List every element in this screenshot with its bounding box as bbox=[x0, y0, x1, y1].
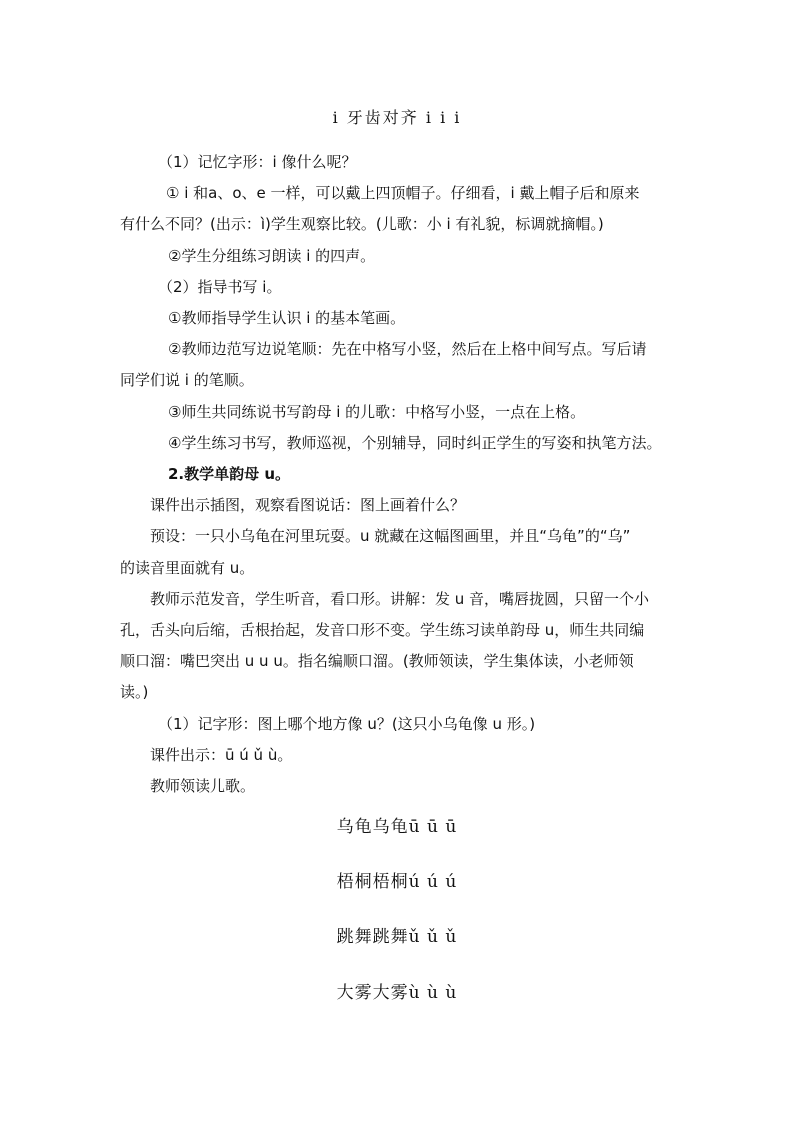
section3-heading: 2.教学单韵母 u。 bbox=[168, 465, 291, 483]
section2-item4: ④学生练习书写，教师巡视，个别辅导，同时纠正学生的写姿和执笔方法。 bbox=[168, 434, 662, 452]
section3-paragraph3-line2: 孔，舌头向后缩，舌根抬起，发音口形不变。学生练习读单韵母 u，师生共同编 bbox=[120, 621, 645, 639]
page-title: i 牙齿对齐 i i i bbox=[332, 108, 462, 127]
section3-paragraph4: （1）记字形：图上哪个地方像 u？(这只小乌龟像 u 形。) bbox=[158, 715, 536, 733]
poem-line: 梧桐梧桐ú ú ú bbox=[336, 872, 458, 892]
poem-line: 大雾大雾ù ù ù bbox=[336, 983, 458, 1003]
section2-item3: ③师生共同练说书写韵母 i 的儿歌：中格写小竖，一点在上格。 bbox=[168, 403, 586, 421]
section2-item2-line1: ②教师边范写边说笔顺：先在中格写小竖，然后在上格中间写点。写后请 bbox=[168, 340, 647, 358]
section2-heading: （2）指导书写 i。 bbox=[158, 278, 282, 296]
section3-paragraph6: 教师领读儿歌。 bbox=[150, 777, 256, 795]
section2-item1: ①教师指导学生认识 i 的基本笔画。 bbox=[168, 309, 406, 327]
section1-item1-line2: 有什么不同？(出示：ì)学生观察比较。(儿歌：小 i 有礼貌，标调就摘帽。) bbox=[120, 215, 604, 233]
section3-paragraph1: 课件出示插图，观察看图说话：图上画着什么？ bbox=[150, 496, 466, 514]
section3-paragraph2-line2: 的读音里面就有 u。 bbox=[120, 559, 255, 577]
section3-paragraph3-line3: 顺口溜：嘴巴突出 u u u。指名编顺口溜。(教师领读，学生集体读，小老师领 bbox=[120, 652, 634, 670]
section3-paragraph3-line4: 读。) bbox=[120, 683, 149, 701]
poem-line: 跳舞跳舞ǔ ǔ ǔ bbox=[336, 927, 458, 947]
section1-heading: （1）记忆字形：i 像什么呢？ bbox=[158, 153, 357, 171]
poem-line: 乌龟乌龟ū ū ū bbox=[336, 817, 458, 837]
section1-item1-line1: ① i 和a、o、e 一样，可以戴上四顶帽子。仔细看，i 戴上帽子后和原来 bbox=[166, 184, 640, 202]
section3-paragraph5: 课件出示：ū ú ǔ ù。 bbox=[150, 746, 293, 764]
section2-item2-line2: 同学们说 i 的笔顺。 bbox=[120, 371, 254, 389]
section1-item2: ②学生分组练习朗读 i 的四声。 bbox=[168, 247, 376, 265]
section3-paragraph2-line1: 预设：一只小乌龟在河里玩耍。u 就藏在这幅图画里，并且“乌龟”的“乌” bbox=[150, 527, 631, 545]
section3-paragraph3-line1: 教师示范发音，学生听音，看口形。讲解：发 u 音，嘴唇拢圆，只留一个小 bbox=[150, 590, 650, 608]
